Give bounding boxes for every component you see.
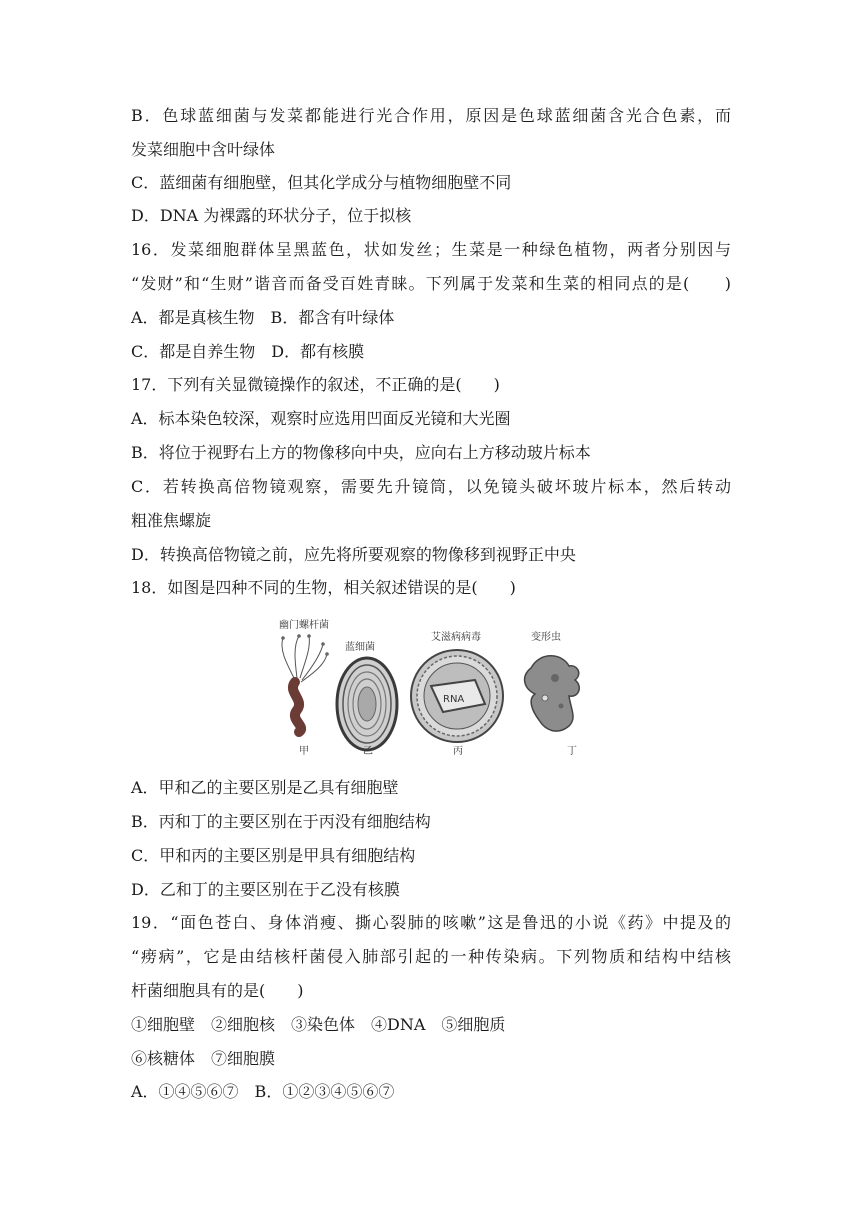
q16-stem-line1: 16．发菜细胞群体呈黑蓝色，状如发丝；生菜是一种绿色植物，两者分别因与 [131,240,731,259]
q19-stem-line1: 19．“面色苍白、身体消瘦、撕心裂肺的咳嗽”这是鲁迅的小说《药》中提及的 [131,913,731,932]
q15-option-b-line1: B．色球蓝细菌与发菜都能进行光合作用，原因是色球蓝细菌含光合色素，而 [131,106,731,125]
q17-stem: 17．下列有关显微镜操作的叙述，不正确的是( ) [131,375,500,394]
q15-option-b-line2: 发菜细胞中含叶绿体 [131,140,276,159]
q19-items-line1: ①细胞壁 ②细胞核 ③染色体 ④DNA ⑤细胞质 [131,1015,506,1034]
q18-stem: 18．如图是四种不同的生物，相关叙述错误的是( ) [131,578,516,597]
letter-ding: 丁 [567,746,577,757]
q17-option-b: B．将位于视野右上方的物像移向中央，应向右上方移动玻片标本 [131,443,591,462]
q17-option-c-line2: 粗准焦螺旋 [131,511,212,530]
q18-option-c: C．甲和丙的主要区别是甲具有细胞结构 [131,846,416,865]
cyanobacteria-drawing [337,658,397,750]
letter-bing: 丙 [453,746,463,757]
hiv-drawing [411,650,503,742]
organism-label-amoeba: 变形虫 [531,632,561,643]
q16-options-ab: A．都是真核生物 B．都含有叶绿体 [131,308,395,327]
organism-label-hiv: 艾滋病病毒 [431,632,481,643]
q18-option-a: A．甲和乙的主要区别是乙具有细胞壁 [131,778,399,797]
q17-option-a: A．标本染色较深，观察时应选用凹面反光镜和大光圈 [131,409,511,428]
four-organisms-figure [265,614,595,764]
letter-jia: 甲 [299,746,309,757]
q19-stem-line3: 杆菌细胞具有的是( ) [131,981,304,1000]
q15-option-c: C．蓝细菌有细胞壁，但其化学成分与植物细胞壁不同 [131,173,512,192]
organism-label-cyanobacteria: 蓝细菌 [345,642,375,653]
q19-stem-line2: “痨病”，它是由结核杆菌侵入肺部引起的一种传染病。下列物质和结构中结核 [131,947,731,966]
amoeba-drawing [525,656,580,731]
organism-label-helicobacter: 幽门螺杆菌 [279,620,329,631]
hiv-rna-label: RNA [443,694,465,705]
q19-items-line2: ⑥核糖体 ⑦细胞膜 [131,1049,276,1068]
q17-option-c-line1: C．若转换高倍物镜观察，需要先升镜筒，以免镜头破坏玻片标本，然后转动 [131,477,731,496]
q19-options-ab: A．①④⑤⑥⑦ B．①②③④⑤⑥⑦ [131,1082,395,1101]
q16-stem-line2: “发财”和“生财”谐音而备受百姓青睐。下列属于发菜和生菜的相同点的是( ) [131,274,731,293]
helicobacter-body [293,682,301,732]
q15-option-d: D．DNA 为裸露的环状分子，位于拟核 [131,206,412,225]
helicobacter-drawing [281,634,329,682]
q17-option-d: D．转换高倍物镜之前，应先将所要观察的物像移到视野正中央 [131,545,576,564]
q16-options-cd: C．都是自养生物 D．都有核膜 [131,342,365,361]
letter-yi: 乙 [363,746,373,757]
q18-option-b: B．丙和丁的主要区别在于丙没有细胞结构 [131,812,431,831]
q18-option-d: D．乙和丁的主要区别在于乙没有核膜 [131,880,400,899]
